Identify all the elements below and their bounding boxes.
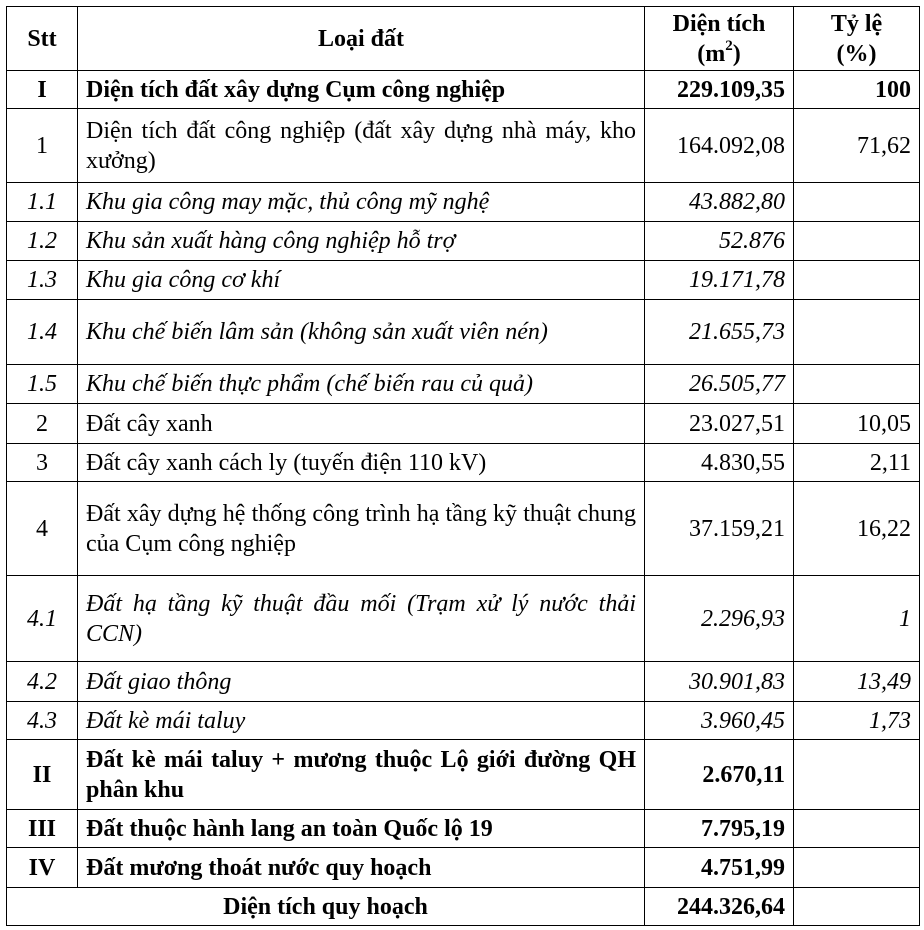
row-stt: 4 [7, 482, 78, 576]
table-row [7, 482, 920, 576]
row-area: 4.830,55 [645, 444, 794, 482]
row-land-type: Đất giao thông [78, 662, 645, 702]
row-area: 52.876 [645, 222, 794, 261]
row-stt: III [7, 810, 78, 848]
header-area [645, 7, 794, 71]
row-ratio: 1 [794, 576, 920, 662]
table-row [7, 300, 920, 365]
row-stt: 1.5 [7, 365, 78, 404]
table-row [7, 740, 920, 810]
row-stt: IV [7, 848, 78, 888]
row-ratio: 10,05 [794, 404, 920, 444]
row-area: 19.171,78 [645, 261, 794, 300]
header-area-label: Diện tích [672, 10, 766, 37]
row-ratio: 13,49 [794, 662, 920, 702]
row-land-type: Khu sản xuất hàng công nghiệp hỗ trợ [78, 222, 645, 261]
row-land-type: Đất xây dựng hệ thống công trình hạ tầng kỹ thuật chung của Cụm công nghiệp [78, 482, 645, 576]
row-stt: I [7, 71, 78, 109]
row-area: 37.159,21 [645, 482, 794, 576]
row-land-type: Khu chế biến thực phẩm (chế biến rau củ quả) [78, 365, 645, 404]
table-row [7, 444, 920, 482]
row-ratio: 100 [794, 71, 920, 109]
row-ratio [794, 810, 920, 848]
header-stt: Stt [7, 7, 78, 71]
row-stt: 2 [7, 404, 78, 444]
header-land-type: Loại đất [78, 7, 645, 71]
row-ratio: 2,11 [794, 444, 920, 482]
row-area: 2.670,11 [645, 740, 794, 810]
table-row [7, 702, 920, 740]
row-ratio [794, 365, 920, 404]
row-ratio [794, 300, 920, 365]
header-ratio-label: Tỷ lệ [830, 10, 883, 37]
row-area: 23.027,51 [645, 404, 794, 444]
header-area-unit-exponent: 2 [725, 37, 733, 54]
row-area: 26.505,77 [645, 365, 794, 404]
row-land-type: Đất mương thoát nước quy hoạch [78, 848, 645, 888]
row-area: 229.109,35 [645, 71, 794, 109]
row-land-type: Đất cây xanh cách ly (tuyến điện 110 kV) [78, 444, 645, 482]
row-ratio [794, 848, 920, 888]
row-land-type: Diện tích đất xây dựng Cụm công nghiệp [78, 71, 645, 109]
row-land-type: Khu chế biến lâm sản (không sản xuất viên nén) [78, 300, 645, 365]
row-land-type: Khu gia công cơ khí [78, 261, 645, 300]
row-land-type: Đất thuộc hành lang an toàn Quốc lộ 19 [78, 810, 645, 848]
row-ratio [794, 261, 920, 300]
total-label: Diện tích quy hoạch [7, 888, 645, 926]
row-stt: 1 [7, 109, 78, 183]
row-stt: II [7, 740, 78, 810]
table-row [7, 71, 920, 109]
row-area: 7.795,19 [645, 810, 794, 848]
row-land-type: Đất kè mái taluy [78, 702, 645, 740]
table-row [7, 222, 920, 261]
table-row [7, 662, 920, 702]
table-row [7, 261, 920, 300]
row-stt: 1.2 [7, 222, 78, 261]
table-row [7, 183, 920, 222]
table-row [7, 109, 920, 183]
row-area: 30.901,83 [645, 662, 794, 702]
header-area-unit-close: ) [732, 40, 741, 67]
row-stt: 1.3 [7, 261, 78, 300]
row-land-type: Đất hạ tầng kỹ thuật đầu mối (Trạm xử lý nước thải CCN) [78, 576, 645, 662]
row-ratio [794, 740, 920, 810]
row-land-type: Diện tích đất công nghiệp (đất xây dựng nhà máy, kho xưởng) [78, 109, 645, 183]
table-body [7, 71, 920, 888]
row-land-type: Đất kè mái taluy + mương thuộc Lộ giới đường QH phân khu [78, 740, 645, 810]
row-stt: 1.4 [7, 300, 78, 365]
total-ratio [794, 888, 920, 926]
header-area-unit: (m [697, 40, 726, 67]
table-row [7, 404, 920, 444]
row-stt: 4.2 [7, 662, 78, 702]
header-row [7, 7, 920, 71]
row-ratio: 71,62 [794, 109, 920, 183]
row-land-type: Đất cây xanh [78, 404, 645, 444]
land-use-table [6, 6, 920, 926]
row-stt: 4.3 [7, 702, 78, 740]
row-ratio: 1,73 [794, 702, 920, 740]
row-ratio: 16,22 [794, 482, 920, 576]
row-stt: 1.1 [7, 183, 78, 222]
row-ratio [794, 222, 920, 261]
row-area: 3.960,45 [645, 702, 794, 740]
row-area: 43.882,80 [645, 183, 794, 222]
row-area: 164.092,08 [645, 109, 794, 183]
table-row [7, 848, 920, 888]
row-stt: 4.1 [7, 576, 78, 662]
row-ratio [794, 183, 920, 222]
header-ratio [794, 7, 920, 71]
row-stt: 3 [7, 444, 78, 482]
table-row [7, 810, 920, 848]
table-row [7, 365, 920, 404]
row-area: 21.655,73 [645, 300, 794, 365]
row-land-type: Khu gia công may mặc, thủ công mỹ nghệ [78, 183, 645, 222]
total-area: 244.326,64 [645, 888, 794, 926]
table-row [7, 576, 920, 662]
header-ratio-unit: (%) [836, 40, 877, 67]
total-row [7, 888, 920, 926]
row-area: 4.751,99 [645, 848, 794, 888]
row-area: 2.296,93 [645, 576, 794, 662]
